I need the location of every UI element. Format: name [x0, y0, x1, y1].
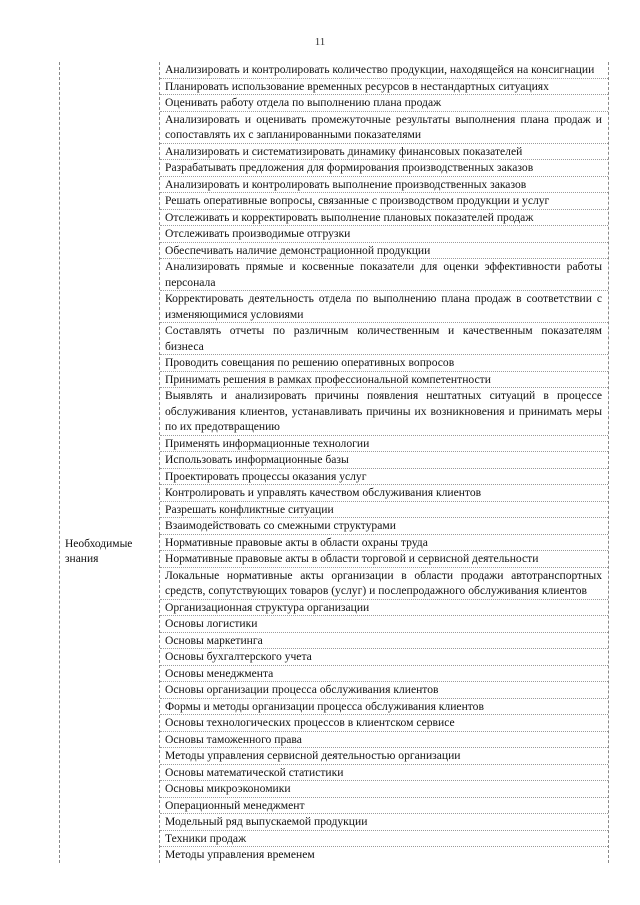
skill-item: Разрешать конфликтные ситуации	[160, 502, 608, 519]
skill-item: Анализировать и оценивать промежуточные результаты выполнения плана продаж и сопоставлять их с запланированными показателями	[160, 112, 608, 144]
skill-item: Анализировать прямые и косвенные показатели для оценки эффективности работы персонала	[160, 259, 608, 291]
skill-item: Применять информационные технологии	[160, 436, 608, 453]
skill-item: Планировать использование временных ресурсов в нестандартных ситуациях	[160, 79, 608, 96]
knowledge-item: Нормативные правовые акты в области охраны труда	[160, 535, 608, 552]
knowledge-item: Техники продаж	[160, 831, 608, 848]
skill-item: Взаимодействовать со смежными структурами	[160, 518, 608, 535]
knowledge-list	[160, 535, 608, 863]
knowledge-item: Основы логистики	[160, 616, 608, 633]
skill-item: Использовать информационные базы	[160, 452, 608, 469]
knowledge-item: Основы организации процесса обслуживания клиентов	[160, 682, 608, 699]
knowledge-item: Нормативные правовые акты в области торговой и сервисной деятельности	[160, 551, 608, 568]
knowledge-item: Методы управления временем	[165, 848, 315, 861]
skills-row	[60, 62, 608, 535]
page-number: 11	[314, 36, 326, 48]
skill-item: Составлять отчеты по различным количественным и качественным показателям бизнеса	[160, 323, 608, 355]
knowledge-item: Основы маркетинга	[160, 633, 608, 650]
knowledge-row-label: Необходимые знания	[60, 535, 160, 863]
knowledge-item: Основы бухгалтерского учета	[160, 649, 608, 666]
skill-item: Анализировать и контролировать количество продукции, находящейся на консигнации	[160, 62, 608, 79]
knowledge-item: Основы математической статистики	[160, 765, 608, 782]
knowledge-item: Организационная структура организации	[160, 600, 608, 617]
skill-item: Анализировать и контролировать выполнение производственных заказов	[160, 177, 608, 194]
skill-item: Отслеживать и корректировать выполнение плановых показателей продаж	[160, 210, 608, 227]
knowledge-item: Операционный менеджмент	[160, 798, 608, 815]
knowledge-item: Формы и методы организации процесса обслуживания клиентов	[160, 699, 608, 716]
skills-list	[160, 62, 608, 535]
skill-item: Проектировать процессы оказания услуг	[160, 469, 608, 486]
knowledge-item: Методы управления сервисной деятельностью организации	[160, 748, 608, 765]
skill-item: Принимать решения в рамках профессиональной компетентности	[160, 372, 608, 389]
skill-item: Корректировать деятельность отдела по выполнению плана продаж в соответствии с изменяющимися условиями	[160, 291, 608, 323]
skill-item: Обеспечивать наличие демонстрационной продукции	[160, 243, 608, 260]
competency-table	[59, 62, 609, 863]
skills-row-label	[60, 62, 160, 535]
skill-item: Выявлять и анализировать причины появления нештатных ситуаций в процессе обслуживания клиентов, устанавливать причины их возникновения и принимать меры по их предотвращению	[160, 388, 608, 436]
knowledge-item: Основы технологических процессов в клиентском сервисе	[160, 715, 608, 732]
skill-item: Проводить совещания по решению оперативных вопросов	[160, 355, 608, 372]
knowledge-item: Основы микроэкономики	[160, 781, 608, 798]
knowledge-item: Модельный ряд выпускаемой продукции	[160, 814, 608, 831]
knowledge-item: Основы менеджмента	[160, 666, 608, 683]
skill-item: Анализировать и систематизировать динамику финансовых показателей	[160, 144, 608, 161]
knowledge-row	[60, 535, 608, 863]
knowledge-item: Локальные нормативные акты организации в области продажи автотранспортных средств, сопутствующих товаров (услуг) и послепродажного обслуживания клиентов	[160, 568, 608, 600]
skill-item: Оценивать работу отдела по выполнению плана продаж	[160, 95, 608, 112]
knowledge-item: Основы таможенного права	[160, 732, 608, 749]
skill-item: Разрабатывать предложения для формирования производственных заказов	[160, 160, 608, 177]
skill-item: Контролировать и управлять качеством обслуживания клиентов	[160, 485, 608, 502]
skill-item: Отслеживать производимые отгрузки	[160, 226, 608, 243]
skill-item: Решать оперативные вопросы, связанные с производством продукции и услуг	[160, 193, 608, 210]
